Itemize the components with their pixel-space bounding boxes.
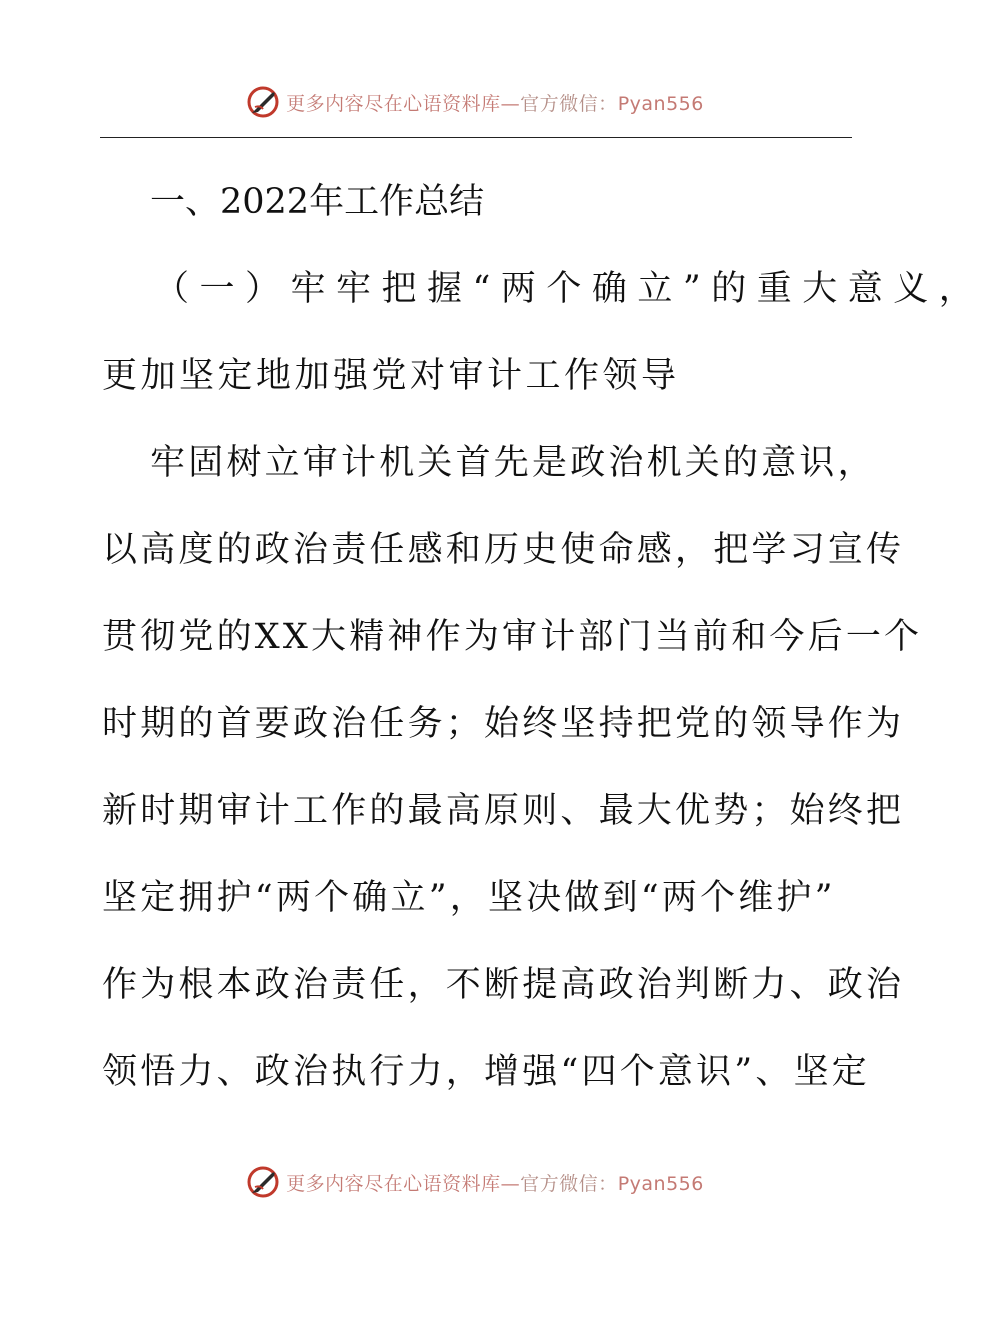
banner-separator: —	[500, 92, 521, 115]
banner-brand: 更多内容尽在心语资料库	[286, 1172, 501, 1195]
paragraph-line: 牢固树立审计机关首先是政治机关的意识，	[150, 443, 876, 483]
paragraph-line: 作为根本政治责任，不断提高政治判断力、政治	[102, 965, 905, 1005]
section-heading: 一、2022年工作总结	[150, 182, 485, 222]
paragraph-line: 时期的首要政治任务；始终坚持把党的领导作为	[102, 704, 905, 744]
banner-separator: —	[500, 1172, 521, 1195]
banner-contact-id: Pyan556	[617, 1172, 704, 1195]
quill-pen-logo-icon	[246, 1165, 280, 1199]
paragraph-line: 贯彻党的XX大精神作为审计部门当前和今后一个	[102, 617, 923, 657]
header-banner	[0, 82, 950, 122]
header-divider	[100, 137, 852, 138]
paragraph-line: 以高度的政治责任感和历史使命感，把学习宣传	[102, 530, 905, 570]
banner-brand: 更多内容尽在心语资料库	[286, 92, 501, 115]
footer-banner	[0, 1162, 950, 1202]
banner-contact-label: 官方微信：	[520, 92, 618, 115]
document-body	[102, 170, 984, 1127]
paragraph-line: 新时期审计工作的最高原则、最大优势；始终把	[102, 791, 905, 831]
paragraph-line: 坚定拥护“两个确立”，坚决做到“两个维护”	[102, 878, 836, 918]
quill-pen-logo-icon	[246, 85, 280, 119]
banner-contact-label: 官方微信：	[520, 1172, 618, 1195]
banner-text	[286, 89, 704, 116]
banner-contact-id: Pyan556	[617, 92, 704, 115]
paragraph-line: 领悟力、政治执行力，增强“四个意识”、坚定	[102, 1052, 870, 1092]
subheading-line: 更加坚定地加强党对审计工作领导	[102, 356, 680, 396]
subheading-line: （一）牢牢把握“两个确立”的重大意义，	[154, 269, 984, 309]
banner-text	[286, 1169, 704, 1196]
